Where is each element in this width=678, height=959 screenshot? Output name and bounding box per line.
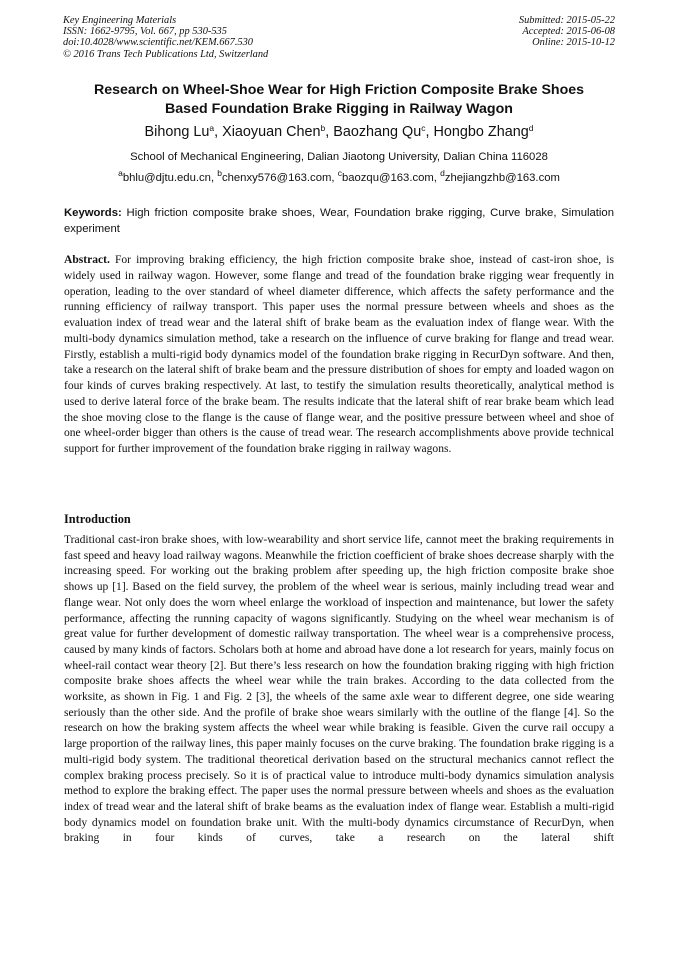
paper-title [40,81,638,119]
author-affiliation-mark: a [209,123,215,133]
online-date: Online: 2015-10-12 [532,37,615,49]
journal-info [63,15,268,60]
author-affiliation-mark: c [421,123,426,133]
author-name: Xiaoyuan Chen [222,124,321,140]
author-affiliation-mark: b [320,123,326,133]
affiliation: School of Mechanical Engineering, Dalian Jiaotong University, Dalian China 116028 [130,151,548,163]
abstract-text: For improving braking efficiency, the high friction composite brake shoe, instead of cast-iron shoe, is widely used in railway wagon. However, some flange and tread of the foundation brake rigging wear frequently in operation, leading to the over standard of wheel diameter difference, which affects the safety performance and the running efficiency of railway transport. This paper uses the normal pressure between wheels and shoes as the evaluation index of tread wear and the lateral shift of brake beam as the evaluation index of flange wear. With the multi-body dynamics simulation method, take a research on the influence of curve braking for flange and tread wear. Firstly, establish a multi-rigid body dynamics model of the foundation brake rigging in RecurDyn software. And then, take a research on the lateral shift of brake beam and the pressure distribution of shoes for empty and loaded wagon on four kinds of curves braking respectively. At last, to testify the simulation results theoretically, analytical method is used to derive lateral force of the brake beam. The results indicate that the lateral shift of rear brake beam which lead the shoe moving close to the flange is the cause of flange wear, and the positive pressure between wheel and shoe of one wheel-order bigger than others is the cause of tread wear. The research accomplishments above provide technical support for further improvement of the foundation brake rigging in railway wagons. [64,254,614,455]
author-affiliation-mark: d [528,123,534,133]
author-separator: , [425,124,434,140]
journal-issn: ISSN: 1662-9795, Vol. 667, pp 530-535 [63,26,227,38]
email-separator: , [331,172,338,184]
author-list [40,123,638,141]
author-name: Hongbo Zhang [433,124,529,140]
author-separator: , [325,124,334,140]
keywords-text: High friction composite brake shoes, Wear, Foundation brake rigging, Curve brake, Simulation experiment [64,207,614,235]
publication-dates [519,15,615,49]
accepted-date: Accepted: 2015-06-08 [522,26,615,38]
keywords-section [64,206,614,237]
introduction-heading: Introduction [64,512,131,526]
email-mark: a [118,168,123,178]
email-mark: d [440,168,445,178]
email-mark: b [217,168,222,178]
author-separator: , [214,124,223,140]
introduction-text: Traditional cast-iron brake shoes, with low-wearability and short service life, cannot meet the braking requirements in fast speed and heavy load railway wagons. Meanwhile the friction coefficient of brake shoes decrease sharply with the increasing speed. For working out the braking problem after speeding up, the high friction composite brake shoe shows up [1]. Based on the field survey, the problem of the wheel wear is serious, mainly including tread wear and flange wear. Not only does the worn wheel enlarge the workload of inspection and maintenance, but lower the safety performance, affecting the running capacity of wagons significantly. Studying on the wheel wear mechanism is of great value for further development of domestic railway transportation. The wheel wear is a comprehensive process, caused by many kinds of factors. Scholars both at home and abroad have done a lot research for years, mainly focus on wheel-rail contact wear theory [2]. But there’s less research on how the foundation braking rigging with high friction composite brake shoes affects the wheel wear while the train brakes. According to the data collected from the worksite, as shown in Fig. 1 and Fig. 2 [3], the wheels of the same axle wear to different degree, one side wearing seriously than the other side. And the profile of brake shoe wears similarly with the outline of the flange [4]. So the research on how the braking system affects the wheel wear while braking is feasible. Given the curve rail occupy a large proportion of the railway lines, this paper mainly focuses on the curve braking. The foundation brake rigging is a multi-rigid body system. The traditional theoretical derivation based on the structural mechanics cannot reflect the complex braking process precisely. So it is of practical value to introduce multi-body dynamics simulation analysis method to explore the braking effect. The paper uses the normal pressure between wheels and shoes as the evaluation index of tread wear and the lateral shift of brake beams as the evaluation index of flange wear. Establish a multi-rigid body dynamics model on foundation brake unit. With the multi-body dynamics circumstance of RecurDyn, when braking in four kinds of curves, take a research on the lateral shift [64,534,614,845]
email-address: zhejiangzhb@163.com [444,172,560,184]
title-line-1: Research on Wheel-Shoe Wear for High Friction Composite Brake Shoes [93,82,585,98]
email-address: bhlu@djtu.edu.cn [122,172,211,184]
abstract-section [64,253,614,458]
email-separator: , [210,172,218,184]
journal-name: Key Engineering Materials [63,15,177,26]
abstract-label: Abstract. [64,254,110,266]
author-emails [40,168,638,185]
email-mark: c [337,168,342,178]
keywords-label: Keywords: [64,207,122,219]
author-name: Bihong Lu [144,124,210,140]
submitted-date: Submitted: 2015-05-22 [518,15,615,26]
email-separator: , [433,172,441,184]
email-address: baozqu@163.com [341,172,434,184]
author-name: Baozhang Qu [333,124,422,140]
email-address: chenxy576@163.com [221,172,332,184]
journal-doi: doi:10.4028/www.scientific.net/KEM.667.530 [63,37,253,49]
title-line-2: Based Foundation Brake Rigging in Railway Wagon [165,101,513,117]
journal-copyright: © 2016 Trans Tech Publications Ltd, Switzerland [63,48,269,60]
